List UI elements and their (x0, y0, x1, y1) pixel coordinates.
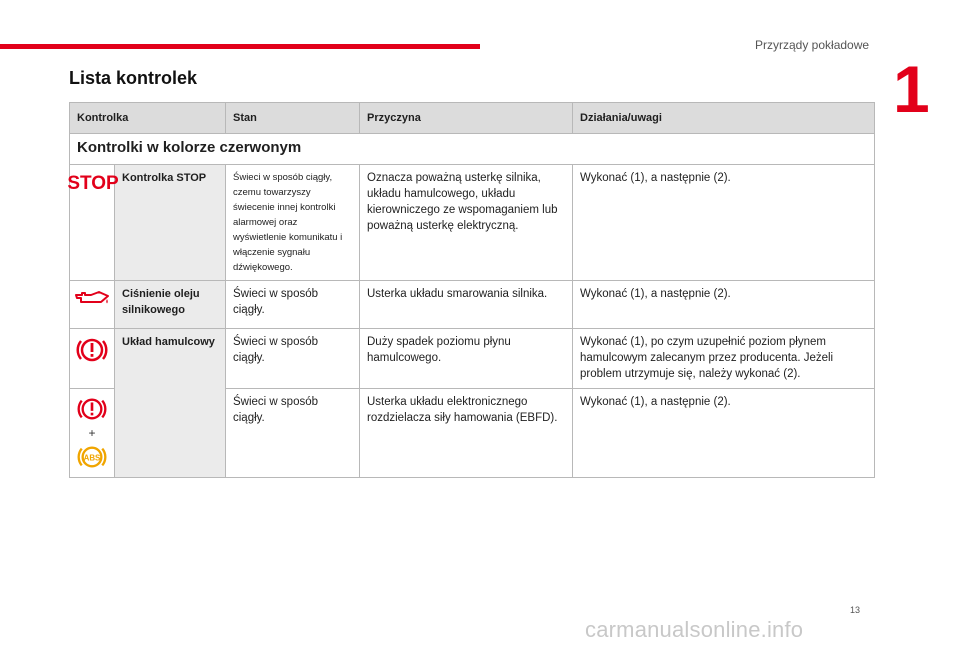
row-action: Wykonać (1), po czym uzupełnić poziom płynem hamulcowym zalecanym przez producenta. Jeżeli problem utrzymuje się, należy wykonać (2). (573, 329, 875, 389)
row-state: Świeci w sposób ciągły. (226, 329, 360, 389)
abs-icon (75, 443, 109, 471)
row-action: Wykonać (1), a następnie (2). (573, 281, 875, 329)
brake-warning-icon (75, 395, 109, 423)
column-header-przyczyna: Przyczyna (360, 103, 573, 134)
row-cause: Oznacza poważną usterkę silnika, układu hamulcowego, układu kierowniczego ze wspomaganiem lub poważną usterkę elektryczną. (360, 165, 573, 281)
row-cause: Usterka układu smarowania silnika. (360, 281, 573, 329)
icon-cell (70, 389, 115, 478)
page-number: 13 (850, 605, 861, 615)
stop-icon (67, 171, 119, 194)
row-action: Wykonać (1), a następnie (2). (573, 165, 875, 281)
section-title: Przyrządy pokładowe (755, 38, 870, 52)
warning-lights-table (69, 102, 875, 478)
row-name: Kontrolka STOP (115, 165, 226, 281)
row-name: Układ hamulcowy (115, 329, 226, 478)
abs-icon-text: ABS (83, 453, 101, 463)
icon-cell (67, 165, 119, 281)
section-heading-row (70, 134, 875, 165)
table-header-row (70, 103, 875, 134)
watermark: carmanualsonline.info (585, 617, 804, 642)
stop-icon-text: STOP (67, 173, 119, 194)
header-accent-bar (0, 44, 480, 49)
row-state: Świeci w sposób ciągły. (226, 281, 360, 329)
row-state: Świeci w sposób ciągły, czemu towarzyszy świecenie innej kontrolki alarmowej oraz wyświetlenie komunikatu i włączenie sygnału dźwiękowego. (226, 165, 360, 281)
row-cause: Usterka układu elektronicznego rozdzielacza siły hamowania (EBFD). (360, 389, 573, 478)
plus-sign: + (88, 426, 96, 440)
row-state: Świeci w sposób ciągły. (226, 389, 360, 478)
section-heading: Kontrolki w kolorze czerwonym (70, 134, 875, 165)
column-header-kontrolka: Kontrolka (70, 103, 226, 134)
chapter-number: 1 (893, 52, 930, 126)
column-header-stan: Stan (226, 103, 360, 134)
table-row (70, 165, 875, 281)
row-name: Ciśnienie oleju silnikowego (115, 281, 226, 329)
table-row (70, 329, 875, 389)
table-row (70, 281, 875, 329)
brake-warning-icon (75, 335, 109, 365)
row-cause: Duży spadek poziomu płynu hamulcowego. (360, 329, 573, 389)
icon-cell (70, 329, 115, 389)
column-header-dzialania: Działania/uwagi (573, 103, 875, 134)
icon-cell (70, 281, 115, 329)
page-title: Lista kontrolek (69, 68, 198, 88)
row-action: Wykonać (1), a następnie (2). (573, 389, 875, 478)
oil-can-icon (73, 287, 111, 309)
